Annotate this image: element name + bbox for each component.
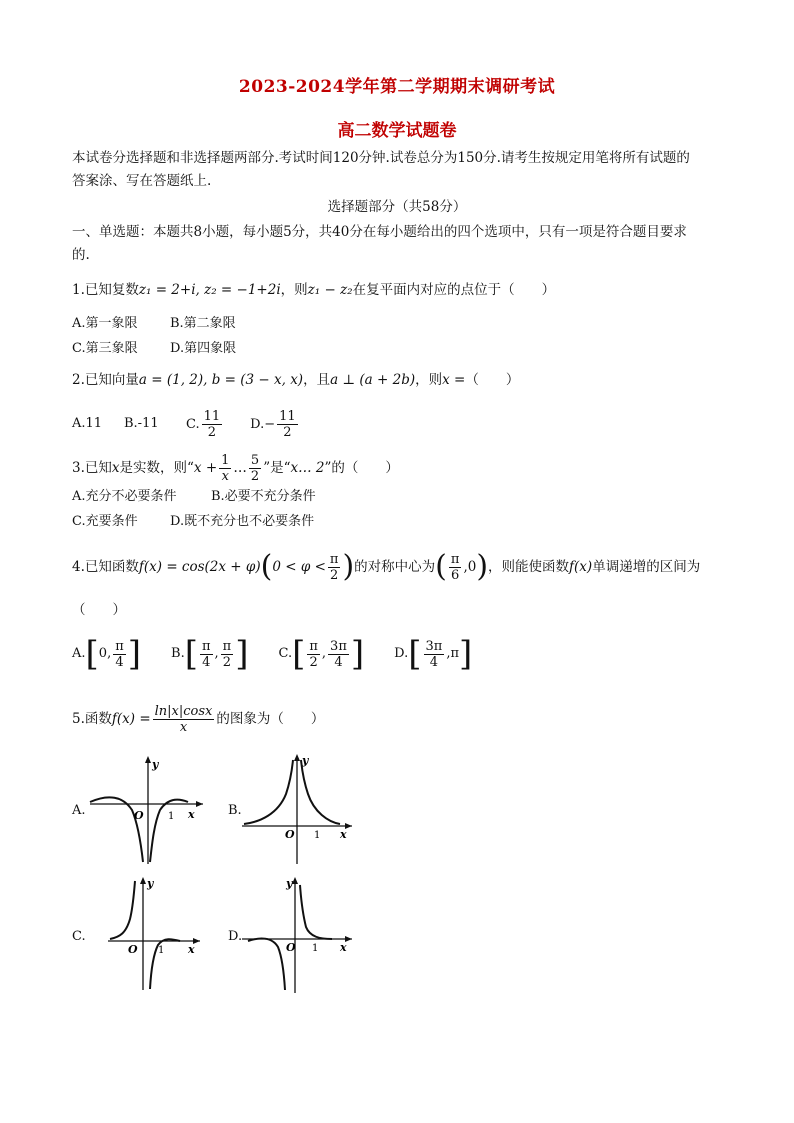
exam-title: 2023-2024学年第二学期期末调研考试 bbox=[238, 77, 556, 97]
q2-option-d[interactable] bbox=[250, 409, 300, 440]
q3-option-b[interactable]: B.必要不充分条件 bbox=[211, 489, 316, 504]
q5-den: x bbox=[179, 719, 188, 735]
graph-b-origin: O bbox=[285, 828, 295, 841]
q5-graph-d[interactable] bbox=[240, 875, 360, 995]
q4-c-den2: 4 bbox=[334, 654, 343, 670]
q3-f1-den: x bbox=[221, 468, 229, 484]
graph-c-origin: O bbox=[128, 943, 138, 956]
q4-center-paren-open: ( bbox=[435, 549, 447, 584]
intro-line-2: 答案涂、写在答题纸上. bbox=[72, 173, 212, 189]
q4-a-num: π bbox=[115, 638, 124, 654]
q2-mid-2: ，则 bbox=[415, 372, 443, 388]
q2-option-c[interactable] bbox=[186, 409, 224, 440]
q4-answer-blank: （ ） bbox=[72, 602, 126, 618]
q4-b-bracket-open: [ bbox=[184, 634, 198, 674]
graph-a-one: 1 bbox=[168, 811, 175, 822]
q4-cond-num: π bbox=[329, 551, 339, 567]
question-5 bbox=[72, 697, 324, 741]
q3-f2-den: 2 bbox=[250, 468, 260, 484]
graph-d-origin: O bbox=[286, 941, 296, 954]
q4-a-bracket-open: [ bbox=[85, 634, 99, 674]
q2-c-den: 2 bbox=[207, 424, 217, 440]
q2-options bbox=[72, 404, 300, 444]
q3-variable: x bbox=[111, 460, 120, 476]
q4-options bbox=[72, 633, 472, 675]
graph-d-y-label: y bbox=[286, 877, 293, 890]
q3-expr-a: x + bbox=[193, 460, 218, 476]
q5-fx: f(x) = bbox=[111, 711, 151, 727]
q5-fraction bbox=[153, 704, 215, 735]
q4-expression: f(x) = cos(2x + φ) bbox=[138, 559, 261, 575]
section-instruction-2: 的. bbox=[72, 247, 90, 263]
q5-num: ln|x|cosx bbox=[154, 703, 213, 719]
graph-b-x-label: x bbox=[340, 828, 347, 841]
q4-center-num: π bbox=[450, 551, 460, 567]
q4-b-comma: , bbox=[214, 646, 219, 661]
q4-center-den: 6 bbox=[451, 567, 460, 583]
q4-d-num: 3π bbox=[425, 638, 443, 654]
q4-center-fraction bbox=[449, 552, 462, 583]
q5-graph-a[interactable] bbox=[88, 752, 208, 867]
q5-option-b-label[interactable]: B. bbox=[228, 803, 242, 818]
intro-line-1: 本试卷分选择题和非选择题两部分.考试时间120分钟.试卷总分为150分.请考生按规定用笔将所有试题的 bbox=[72, 150, 690, 166]
q4-fx: f(x) bbox=[569, 559, 593, 575]
graph-b-curve-right bbox=[301, 760, 340, 824]
q2-d-den: 2 bbox=[283, 424, 292, 440]
q4-option-c[interactable] bbox=[278, 634, 365, 674]
q4-a-label: A. bbox=[72, 646, 86, 661]
graph-a-curve-left bbox=[90, 797, 143, 862]
q4-option-d[interactable] bbox=[394, 634, 473, 674]
q4-b-bracket-close: ] bbox=[235, 634, 249, 674]
q2-suffix: （ ） bbox=[465, 372, 520, 388]
q5-option-c-label[interactable]: C. bbox=[72, 929, 86, 944]
graph-b-one: 1 bbox=[314, 830, 321, 841]
q4-d-fraction bbox=[424, 639, 445, 670]
q1-option-c[interactable]: C.第三象限 bbox=[72, 341, 138, 356]
graph-b-y-label: y bbox=[302, 754, 309, 767]
q4-c-den1: 2 bbox=[309, 654, 318, 670]
q3-option-d[interactable]: D.既不充分也不必要条件 bbox=[170, 514, 315, 529]
graph-a-y-label: y bbox=[152, 758, 159, 771]
graph-a-x-label: x bbox=[188, 808, 195, 821]
q4-d-right: ,π bbox=[446, 646, 460, 661]
graph-d-curve-right bbox=[300, 885, 332, 939]
section-heading: 选择题部分（共58分） bbox=[327, 199, 467, 215]
q2-option-c-fraction bbox=[202, 409, 223, 440]
q4-center-paren-close: ) bbox=[476, 549, 489, 584]
q4-b-fraction-2 bbox=[221, 639, 234, 670]
question-2 bbox=[72, 370, 519, 390]
q4-a-den: 4 bbox=[115, 654, 124, 670]
q4-cond-fraction bbox=[328, 552, 341, 583]
q4-prefix: 4.已知函数 bbox=[72, 559, 139, 575]
q1-option-a[interactable]: A.第一象限 bbox=[72, 316, 138, 331]
q3-prefix: 3.已知 bbox=[72, 460, 112, 476]
q3-f1-num: 1 bbox=[221, 452, 230, 468]
q4-center-zero: ,0 bbox=[463, 559, 477, 575]
q4-c-label: C. bbox=[278, 646, 293, 661]
graph-c-curve-right bbox=[150, 939, 180, 989]
graph-a-origin: O bbox=[134, 809, 144, 822]
q5-prefix: 5.函数 bbox=[72, 711, 112, 727]
q4-c-comma: , bbox=[321, 646, 327, 661]
q3-mid: 是实数，则“ bbox=[119, 460, 194, 476]
graph-c-one: 1 bbox=[158, 945, 165, 956]
q4-b-num2: π bbox=[222, 638, 232, 654]
q4-paren-close: ) bbox=[342, 549, 355, 584]
graph-c-y-arrow bbox=[140, 877, 146, 884]
graph-d-y-arrow bbox=[292, 877, 298, 884]
q4-b-den2: 2 bbox=[222, 654, 232, 670]
q4-paren-open: ( bbox=[260, 549, 273, 584]
q3-fraction-1 bbox=[219, 453, 231, 484]
q4-a-bracket-close: ] bbox=[127, 634, 142, 674]
question-1 bbox=[72, 280, 555, 300]
graph-d-curve-left bbox=[248, 939, 285, 990]
question-4 bbox=[72, 545, 700, 589]
q4-option-a[interactable] bbox=[72, 634, 142, 674]
graph-c-x-label: x bbox=[188, 943, 195, 956]
q5-option-a-label[interactable]: A. bbox=[72, 803, 86, 818]
q2-d-num: 11 bbox=[279, 408, 296, 424]
graph-d-one: 1 bbox=[312, 943, 319, 954]
q1-mid: ，则 bbox=[280, 282, 308, 298]
q3-f2-num: 5 bbox=[250, 452, 260, 468]
q4-b-num1: π bbox=[201, 638, 211, 654]
exam-subtitle: 高二数学试题卷 bbox=[337, 121, 457, 141]
q2-option-c-label: C. bbox=[186, 416, 200, 432]
q1-option-d[interactable]: D.第四象限 bbox=[170, 341, 237, 356]
q4-c-bracket-close: ] bbox=[350, 634, 365, 674]
q4-c-fraction-1 bbox=[307, 639, 320, 670]
q4-a-fraction bbox=[113, 639, 126, 670]
q5-suffix: 的图象为（ ） bbox=[216, 711, 325, 727]
q4-c-fraction-2 bbox=[328, 639, 349, 670]
q3-mid-2: ”是“ bbox=[263, 460, 291, 476]
q2-expression: a = (1, 2), b = (3 − x, x) bbox=[138, 372, 304, 388]
q2-option-d-fraction bbox=[277, 409, 298, 440]
graph-c-y-label: y bbox=[147, 877, 154, 890]
q4-d-den: 4 bbox=[429, 654, 439, 670]
graph-c-curve-left bbox=[110, 881, 135, 939]
question-3 bbox=[72, 448, 399, 488]
graph-a-curve-right bbox=[150, 800, 188, 862]
q2-option-a[interactable]: A.11 bbox=[72, 416, 103, 431]
q4-b-den1: 4 bbox=[202, 654, 211, 670]
q2-variable: x = bbox=[442, 372, 466, 388]
q2-mid: ，且 bbox=[303, 372, 331, 388]
q2-expression-2: a ⊥ (a + 2b) bbox=[330, 372, 416, 388]
section-instruction-1: 一、单选题：本题共8小题，每小题5分，共40分在每小题给出的四个选项中，只有一项是符合题目要求 bbox=[72, 224, 687, 240]
q1-expression-2: z₁ − z₂ bbox=[307, 282, 353, 298]
q4-mid-2: ，则能使函数 bbox=[488, 559, 570, 575]
q3-ge: … bbox=[233, 460, 247, 476]
q4-option-b[interactable] bbox=[171, 634, 249, 674]
q4-condition: 0 < φ < bbox=[272, 559, 326, 575]
q3-option-a[interactable]: A.充分不必要条件 bbox=[72, 489, 177, 504]
q4-mid: 的对称中心为 bbox=[354, 559, 436, 575]
q1-expression: z₁ = 2+i, z₂ = −1+2i bbox=[138, 282, 281, 298]
q3-fraction-2 bbox=[249, 453, 261, 484]
q5-graph-b[interactable] bbox=[240, 752, 360, 867]
q4-c-num2: 3π bbox=[330, 638, 347, 654]
graph-a-x-arrow bbox=[196, 801, 203, 807]
q4-c-bracket-open: [ bbox=[292, 634, 306, 674]
q1-prefix: 1.已知复数 bbox=[72, 282, 139, 298]
graph-d-x-label: x bbox=[340, 941, 347, 954]
q4-a-left: 0, bbox=[98, 646, 112, 661]
q4-d-label: D. bbox=[394, 646, 409, 661]
q3-option-c[interactable]: C.充要条件 bbox=[72, 514, 138, 529]
q4-b-label: B. bbox=[171, 646, 185, 661]
q1-suffix: 在复平面内对应的点位于（ ） bbox=[352, 282, 556, 298]
q2-prefix: 2.已知向量 bbox=[72, 372, 139, 388]
q5-graph-c[interactable] bbox=[88, 875, 208, 995]
graph-a-y-arrow bbox=[145, 756, 151, 763]
q2-option-b[interactable]: B.-11 bbox=[124, 416, 159, 431]
q4-d-bracket-open: [ bbox=[408, 634, 422, 674]
q3-suffix: ”的（ ） bbox=[324, 460, 399, 476]
q3-expr-b: x… 2 bbox=[290, 460, 325, 476]
q4-suffix: 单调递增的区间为 bbox=[592, 559, 701, 575]
q5-option-d-label[interactable]: D. bbox=[228, 929, 243, 944]
q4-c-num1: π bbox=[309, 638, 318, 654]
q2-option-d-label: D.− bbox=[250, 416, 276, 432]
graph-b-y-arrow bbox=[294, 754, 300, 761]
q4-d-bracket-close: ] bbox=[459, 634, 473, 674]
q4-b-fraction-1 bbox=[200, 639, 213, 670]
q1-option-b[interactable]: B.第二象限 bbox=[170, 316, 236, 331]
q2-c-num: 11 bbox=[203, 408, 221, 424]
q4-cond-den: 2 bbox=[330, 567, 339, 583]
graph-b-curve-left bbox=[244, 760, 293, 824]
